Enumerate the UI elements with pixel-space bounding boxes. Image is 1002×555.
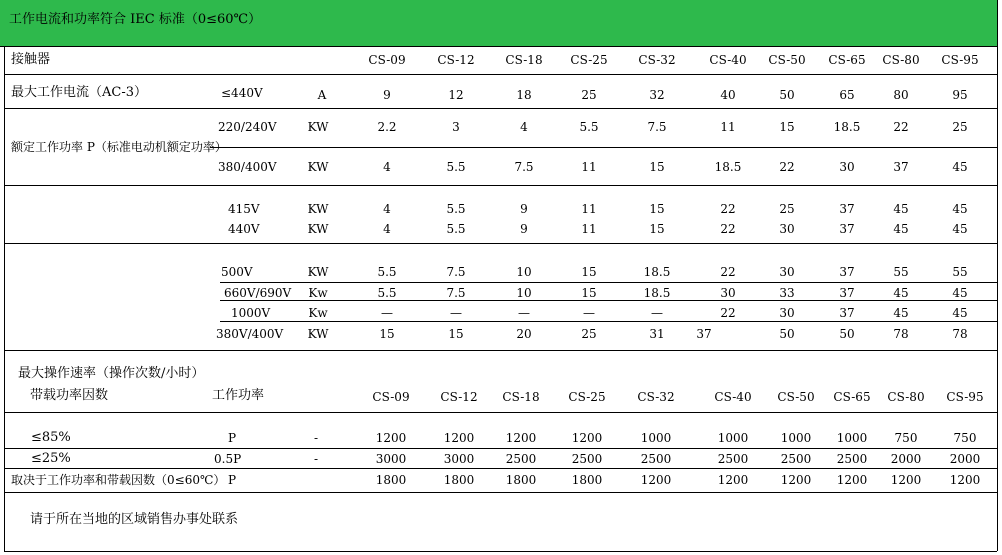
speed-row-value: 2500 (505, 452, 537, 466)
power-row-value: 45 (952, 222, 968, 236)
power-row-value: 22 (720, 202, 736, 216)
speed-model-header: CS-40 (714, 390, 752, 404)
power-row-unit: KW (307, 222, 329, 236)
speed-row-value: 1200 (443, 431, 475, 445)
speed-model-header: CS-80 (887, 390, 925, 404)
speed-row-value: 1200 (890, 473, 922, 487)
max-current-label: 最大工作电流（AC-3） (11, 85, 147, 100)
power-row-value: — (450, 306, 462, 320)
power-row-value: 4 (383, 222, 391, 236)
power-row-value: 4 (383, 160, 391, 174)
power-row-value: 37 (839, 286, 855, 300)
power-row-value: 31 (649, 327, 665, 341)
power-row-value: 5.5 (377, 286, 397, 300)
row-divider (4, 243, 997, 244)
power-row-value: 30 (839, 160, 855, 174)
power-row-voltage: 380V/400V (216, 327, 284, 341)
power-row-voltage: 1000V (231, 306, 271, 320)
power-label: 工作功率 (212, 388, 265, 403)
speed-row-value: 1200 (505, 431, 537, 445)
row-divider (4, 551, 997, 552)
power-row-value: 22 (720, 222, 736, 236)
table-header-bar (0, 0, 997, 47)
power-row-value: 25 (952, 120, 968, 134)
power-row-value: 45 (893, 202, 909, 216)
power-row-value: 37 (839, 306, 855, 320)
max-current-value: 65 (839, 88, 855, 102)
power-row-value: — (518, 306, 530, 320)
power-row-value: 55 (893, 265, 909, 279)
row-divider (220, 282, 997, 283)
power-row-value: 45 (952, 160, 968, 174)
row-divider (4, 468, 997, 469)
max-current-value: 50 (779, 88, 795, 102)
power-row-value: 15 (379, 327, 395, 341)
power-row-unit: KW (307, 120, 329, 134)
power-row-value: 30 (779, 222, 795, 236)
power-row-value: 18.5 (714, 160, 742, 174)
power-row-value: 37 (696, 327, 712, 341)
power-row-value: 5.5 (579, 120, 599, 134)
power-row-value: 30 (720, 286, 736, 300)
power-row-value: 50 (839, 327, 855, 341)
power-row-value: 20 (516, 327, 532, 341)
power-row-value: 78 (952, 327, 968, 341)
speed-row-value: 1200 (836, 473, 868, 487)
power-row-value: 4 (520, 120, 528, 134)
model-header: CS-95 (941, 53, 979, 67)
max-current-value: 9 (383, 88, 391, 102)
power-row-value: 22 (893, 120, 909, 134)
power-row-value: 15 (649, 222, 665, 236)
max-current-value: 32 (649, 88, 665, 102)
speed-row-label: ≤25% (31, 451, 71, 466)
power-row-value: 22 (779, 160, 795, 174)
speed-row-value: 750 (953, 431, 977, 445)
power-row-value: 5.5 (446, 160, 466, 174)
power-row-value: 15 (649, 160, 665, 174)
power-row-value: 15 (581, 286, 597, 300)
speed-model-header: CS-65 (833, 390, 871, 404)
speed-row-value: 2500 (640, 452, 672, 466)
speed-row-value: 1200 (717, 473, 749, 487)
max-current-value: 40 (720, 88, 736, 102)
power-row-value: 37 (839, 202, 855, 216)
row-divider (210, 147, 997, 148)
power-row-value: 45 (893, 306, 909, 320)
contactor-label: 接触器 (11, 52, 51, 67)
power-row-voltage: 660V/690V (224, 286, 292, 300)
speed-row-value: 750 (894, 431, 918, 445)
speed-model-header: CS-32 (637, 390, 675, 404)
speed-row-value: 3000 (375, 452, 407, 466)
power-row-value: — (381, 306, 393, 320)
speed-row-value: 1800 (505, 473, 537, 487)
power-row-unit: KW (307, 327, 329, 341)
power-row-value: 10 (516, 265, 532, 279)
power-row-value: 11 (581, 202, 597, 216)
speed-row-value: 2500 (571, 452, 603, 466)
speed-row-value: 2500 (717, 452, 749, 466)
rated-power-label: 额定工作功率 P（标准电动机额定功率） (11, 140, 227, 154)
power-row-voltage: 415V (228, 202, 260, 216)
speed-model-header: CS-09 (372, 390, 410, 404)
power-row-value: 7.5 (647, 120, 667, 134)
power-row-value: 45 (893, 286, 909, 300)
speed-row-value: 1200 (375, 431, 407, 445)
power-row-value: 45 (952, 306, 968, 320)
speed-row-label: 取决于工作功率和带载因数（0≤60℃） (11, 473, 226, 487)
power-row-value: 25 (779, 202, 795, 216)
speed-row-value: 3000 (443, 452, 475, 466)
power-row-value: 7.5 (446, 265, 466, 279)
max-current-value: 95 (952, 88, 968, 102)
power-row-value: 33 (779, 286, 795, 300)
speed-title: 最大操作速率（操作次数/小时） (18, 366, 205, 381)
speed-model-header: CS-50 (777, 390, 815, 404)
speed-row-value: 1200 (949, 473, 981, 487)
power-row-value: 4 (383, 202, 391, 216)
model-header: CS-09 (368, 53, 406, 67)
power-row-value: 37 (839, 222, 855, 236)
row-divider (4, 108, 997, 109)
right-border (997, 0, 998, 551)
speed-row-value: 1200 (780, 473, 812, 487)
power-row-value: 30 (779, 306, 795, 320)
power-row-value: — (583, 306, 595, 320)
power-row-value: 7.5 (446, 286, 466, 300)
speed-row-value: 1000 (640, 431, 672, 445)
power-row-value: 37 (893, 160, 909, 174)
speed-row-value: 2000 (890, 452, 922, 466)
model-header: CS-80 (882, 53, 920, 67)
model-header: CS-65 (828, 53, 866, 67)
power-row-value: — (651, 306, 663, 320)
speed-row-value: 2500 (780, 452, 812, 466)
power-row-unit: KW (307, 202, 329, 216)
duty-label: 带载功率因数 (30, 388, 109, 403)
max-current-value: 18 (516, 88, 532, 102)
speed-model-header: CS-18 (502, 390, 540, 404)
speed-row-power: P (228, 431, 237, 445)
max-current-value: 80 (893, 88, 909, 102)
row-divider (4, 412, 997, 413)
power-row-value: 30 (779, 265, 795, 279)
power-row-value: 2.2 (377, 120, 397, 134)
power-row-value: 37 (839, 265, 855, 279)
speed-row-value: 2000 (949, 452, 981, 466)
power-row-value: 3 (452, 120, 460, 134)
speed-row-power: 0.5P (214, 452, 242, 466)
left-border (4, 46, 5, 551)
speed-row-value: 1000 (780, 431, 812, 445)
speed-row-value: 1800 (571, 473, 603, 487)
power-row-value: 15 (649, 202, 665, 216)
power-row-value: 18.5 (833, 120, 861, 134)
speed-model-header: CS-12 (440, 390, 478, 404)
power-row-value: 11 (581, 222, 597, 236)
power-row-value: 55 (952, 265, 968, 279)
row-divider (4, 74, 997, 75)
power-row-unit: Kw (308, 286, 328, 300)
model-header: CS-32 (638, 53, 676, 67)
max-current-voltage: ≤440V (221, 86, 263, 100)
speed-row-dash: - (313, 431, 319, 445)
power-row-unit: KW (307, 160, 329, 174)
model-header: CS-12 (437, 53, 475, 67)
power-row-value: 5.5 (446, 222, 466, 236)
power-row-value: 45 (893, 222, 909, 236)
power-row-value: 9 (520, 222, 528, 236)
power-row-value: 10 (516, 286, 532, 300)
model-header: CS-40 (709, 53, 747, 67)
power-row-value: 25 (581, 327, 597, 341)
power-row-value: 5.5 (377, 265, 397, 279)
power-row-unit: Kw (308, 306, 328, 320)
power-row-value: 22 (720, 306, 736, 320)
row-divider (4, 350, 997, 351)
model-header: CS-18 (505, 53, 543, 67)
power-row-value: 18.5 (643, 265, 671, 279)
power-row-voltage: 440V (228, 222, 260, 236)
power-row-value: 11 (581, 160, 597, 174)
power-row-value: 22 (720, 265, 736, 279)
table-title: 工作电流和功率符合 IEC 标准（0≤60℃） (9, 12, 262, 27)
power-row-voltage: 220/240V (218, 120, 277, 134)
speed-row-value: 1200 (640, 473, 672, 487)
power-row-voltage: 380/400V (218, 160, 277, 174)
model-header: CS-50 (768, 53, 806, 67)
speed-row-value: 1000 (836, 431, 868, 445)
row-divider (220, 321, 997, 322)
power-row-value: 15 (581, 265, 597, 279)
power-row-value: 50 (779, 327, 795, 341)
power-row-value: 78 (893, 327, 909, 341)
row-divider (4, 448, 997, 449)
speed-row-value: 1200 (571, 431, 603, 445)
max-current-value: 12 (448, 88, 464, 102)
row-divider (220, 300, 997, 301)
speed-model-header: CS-25 (568, 390, 606, 404)
speed-row-dash: - (313, 452, 319, 466)
max-current-unit: A (317, 88, 327, 102)
speed-row-value: 1000 (717, 431, 749, 445)
row-divider (4, 492, 997, 493)
speed-row-label: ≤85% (31, 430, 71, 445)
power-row-value: 15 (448, 327, 464, 341)
max-current-value: 25 (581, 88, 597, 102)
power-row-value: 7.5 (514, 160, 534, 174)
speed-model-header: CS-95 (946, 390, 984, 404)
power-row-value: 9 (520, 202, 528, 216)
power-row-value: 11 (720, 120, 736, 134)
speed-row-value: 1800 (375, 473, 407, 487)
power-row-voltage: 500V (221, 265, 253, 279)
speed-row-value: 1800 (443, 473, 475, 487)
power-row-value: 5.5 (446, 202, 466, 216)
power-row-value: 15 (779, 120, 795, 134)
power-row-value: 45 (952, 202, 968, 216)
power-row-unit: KW (307, 265, 329, 279)
footer-note: 请于所在当地的区域销售办事处联系 (30, 512, 239, 527)
power-row-value: 45 (952, 286, 968, 300)
model-header: CS-25 (570, 53, 608, 67)
power-row-value: 18.5 (643, 286, 671, 300)
speed-row-power: P (228, 473, 237, 487)
speed-row-value: 2500 (836, 452, 868, 466)
row-divider (4, 185, 997, 186)
